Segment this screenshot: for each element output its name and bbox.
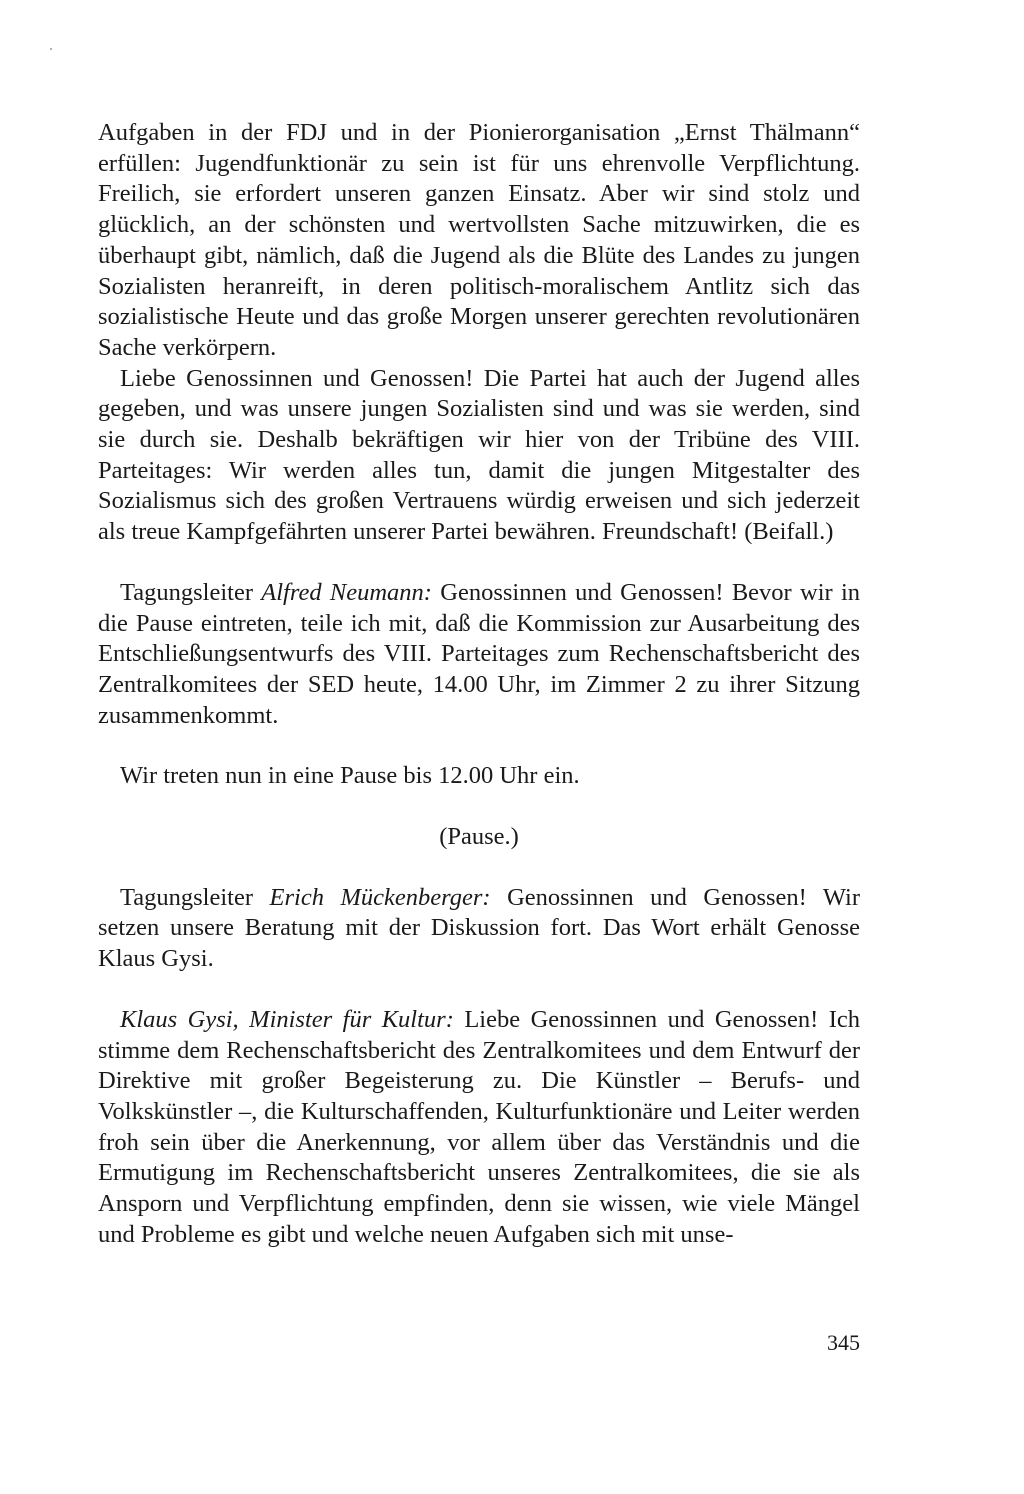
- speaker-name: Alfred Neumann:: [261, 578, 432, 606]
- spacer: [98, 792, 860, 822]
- pause-note: (Pause.): [439, 823, 519, 851]
- speech-text: Liebe Genossinnen und Genossen! Ich stimme dem Rechenschaftsbericht des Zentralkomitees und dem Entwurf der Direktive mit großer Begeisterung zu. Die Künstler – Berufs- und Volkskünstler –, die Kulturschaffenden, Kulturfunktionäre und Leiter werden froh sein über die Anerkennung, vor allem über das Verständnis und die Ermutigung im Rechenschaftsbericht unseres Zentralkomitees, die sie als Ansporn und Verpflichtung empfinden, denn sie wissen, wie viele Mängel und Probleme es gibt und welche neuen Aufgaben sich mit unse-: [98, 1005, 860, 1248]
- scan-speck: [50, 48, 52, 50]
- paragraph-chair-mueckenberger: [98, 883, 860, 975]
- chair-label: Tagungsleiter: [120, 578, 262, 606]
- paragraph-gysi-speech: [98, 1005, 860, 1251]
- speech-text: Genossinnen und Genossen! Bevor wir in die Pause eintreten, teile ich mit, daß die Kommission zur Ausarbeitung des Entschließungsentwurfs des VIII. Parteitages zum Rechenschaftsbericht des Zentralkomitees der SED heute, 14.00 Uhr, im Zimmer 2 zu ihrer Sitzung zusammenkommt.: [98, 578, 860, 729]
- paragraph-chair-neumann: [98, 578, 860, 732]
- spacer: [98, 731, 860, 761]
- paragraph-pause-announcement: Wir treten nun in eine Pause bis 12.00 Uhr ein.: [120, 762, 580, 790]
- speaker-name: Erich Mückenberger:: [269, 883, 491, 911]
- speech-text: Genossinnen und Genossen! Wir setzen unsere Beratung mit der Diskussion fort. Das Wort erhält Genosse Klaus Gysi.: [98, 883, 861, 973]
- speaker-name: Klaus Gysi, Minister für Kultur:: [120, 1005, 454, 1033]
- spacer: [98, 975, 860, 1005]
- spacer: [98, 853, 860, 883]
- chair-label: Tagungsleiter: [120, 883, 270, 911]
- text-column: [98, 118, 860, 1251]
- page-number: 345: [827, 1330, 860, 1355]
- paragraph-closing-remarks: Liebe Genossinnen und Genossen! Die Partei hat auch der Jugend alles gegeben, und was unsere jungen Sozialisten sind und was sie werden, sind sie durch sie. Deshalb bekräftigen wir hier von der Tribüne des VIII. Parteitages: Wir werden alles tun, damit die jungen Mitgestalter des Sozialismus sich des großen Vertrauens würdig erweisen und sich jederzeit als treue Kampfgefährten unserer Partei bewähren. Freundschaft! (Beifall.): [98, 364, 860, 546]
- spacer: [98, 548, 860, 578]
- paragraph-continuation: Aufgaben in der FDJ und in der Pionierorganisation „Ernst Thälmann“ erfüllen: Jugendfunktionär zu sein ist für uns ehrenvolle Verpflichtung. Freilich, sie erfordert unseren ganzen Einsatz. Aber wir sind stolz und glücklich, an der schönsten und wertvollsten Sache mitzuwirken, die es überhaupt gibt, nämlich, daß die Jugend als die Blüte des Landes zu jungen Sozialisten heranreift, in deren politisch-moralischem Antlitz sich das sozialistische Heute und das große Morgen unserer gerechten revolutionären Sache verkörpern.: [98, 119, 860, 361]
